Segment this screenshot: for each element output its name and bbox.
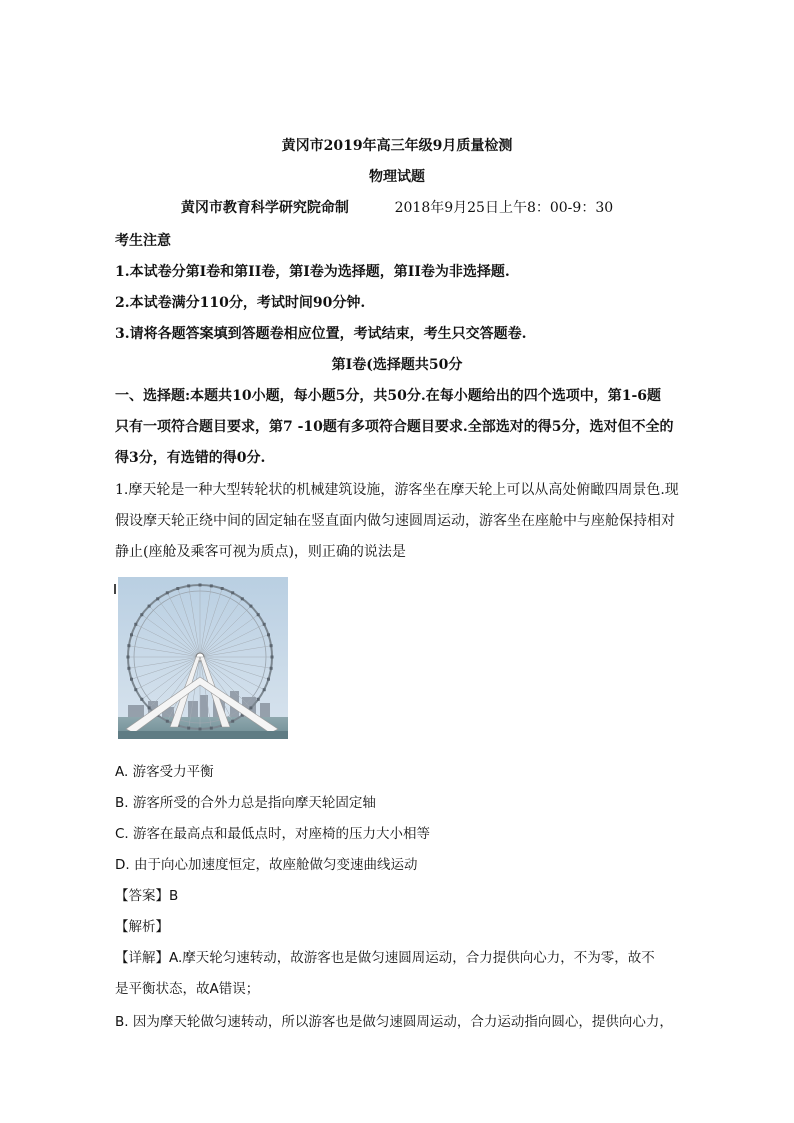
wheel-cabin	[257, 613, 260, 616]
notice-item-3: 3.请将各题答案填到答题卷相应位置，考试结束，考生只交答题卷.	[115, 326, 527, 342]
wheel-cabin	[166, 591, 169, 594]
wheel-cabin	[249, 605, 252, 608]
wheel-cabin	[156, 597, 159, 600]
wheel-cabin	[257, 698, 260, 701]
wheel-cabin	[270, 644, 273, 647]
exam-title: 黄冈市2019年高三年级9月质量检测	[281, 138, 513, 154]
wheel-cabin	[127, 644, 130, 647]
wheel-cabin	[241, 597, 244, 600]
wheel-cabin	[134, 688, 137, 691]
wheel-cabin	[130, 678, 133, 681]
notice-item-1: 1.本试卷分第I卷和第II卷，第I卷为选择题，第II卷为非选择题.	[115, 264, 510, 280]
issuer: 黄冈市教育科学研究院命制	[180, 200, 349, 216]
notice-heading: 考生注意	[115, 233, 171, 249]
wheel-cabin	[176, 587, 179, 590]
wheel-cabin	[148, 605, 151, 608]
wheel-cabin	[140, 698, 143, 701]
wheel-cabin	[199, 728, 202, 731]
wheel-cabin	[267, 678, 270, 681]
section-instruction-3: 得3分，有选错的得0分.	[115, 450, 266, 466]
question-stem-line-3: 静止(座舱及乘客可视为质点)，则正确的说法是	[115, 544, 406, 560]
wheel-cabin	[210, 584, 213, 587]
wheel-cabin	[231, 720, 234, 723]
wheel-cabin	[199, 584, 202, 587]
option-a: A. 游客受力平衡	[115, 764, 214, 780]
analysis-line-2: 是平衡状态，故A错误；	[115, 981, 260, 997]
option-b: B. 游客所受的合外力总是指向摩天轮固定轴	[115, 795, 376, 811]
section-instruction-2: 只有一项符合题目要求，第7 -10题有多项符合题目要求.全部选对的得5分，选对但不全的	[115, 419, 674, 435]
wheel-cabin	[267, 633, 270, 636]
wheel-cabin	[127, 656, 130, 659]
answer: 【答案】B	[115, 888, 179, 904]
exam-meta	[0, 197, 794, 217]
wheel-cabin	[187, 727, 190, 730]
wheel-cabin	[187, 584, 190, 587]
wheel-cabin	[166, 720, 169, 723]
exam-datetime: 2018年9月25日上午8：00-9：30	[394, 200, 614, 216]
wheel-cabin	[263, 688, 266, 691]
wheel-cabin	[148, 706, 151, 709]
analysis-heading: 【解析】	[115, 919, 169, 935]
wheel-cabin	[231, 591, 234, 594]
wheel-cabin	[127, 667, 130, 670]
analysis-line-3: B. 因为摩天轮做匀速转动，所以游客也是做匀速圆周运动，合力运动指向圆心，提供向心力，	[115, 1014, 673, 1030]
wheel-cabin	[270, 667, 273, 670]
analysis-line-1: 【详解】A.摩天轮匀速转动，故游客也是做匀速圆周运动，合力提供向心力，不为零，故不	[115, 950, 655, 966]
wheel-cabin	[140, 613, 143, 616]
wheel-cabin	[221, 587, 224, 590]
ferris-wheel-icon	[118, 577, 288, 739]
image-marker	[114, 584, 116, 594]
question-stem-line-2: 假设摩天轮正绕中间的固定轴在竖直面内做匀速圆周运动，游客坐在座舱中与座舱保持相对	[115, 513, 675, 529]
notice-item-2: 2.本试卷满分110分，考试时间90分钟.	[115, 295, 366, 311]
wheel-cabin	[130, 633, 133, 636]
wheel-cabin	[134, 623, 137, 626]
section-title: 第I卷(选择题共50分	[331, 357, 463, 373]
subject-title: 物理试题	[369, 169, 425, 185]
section-instruction-1: 一、选择题:本题共10小题，每小题5分，共50分.在每小题给出的四个选项中，第1-6题	[115, 388, 662, 404]
option-d: D. 由于向心加速度恒定，故座舱做匀变速曲线运动	[115, 857, 418, 873]
option-c: C. 游客在最高点和最低点时，对座椅的压力大小相等	[115, 826, 431, 842]
wheel-cabin	[249, 706, 252, 709]
ferris-wheel-photo	[118, 577, 288, 739]
question-stem-line-1: 1.摩天轮是一种大型转轮状的机械建筑设施，游客坐在摩天轮上可以从高处俯瞰四周景色.现	[115, 482, 679, 498]
wheel-cabin	[271, 656, 274, 659]
wheel-cabin	[263, 623, 266, 626]
wheel-cabin	[210, 727, 213, 730]
